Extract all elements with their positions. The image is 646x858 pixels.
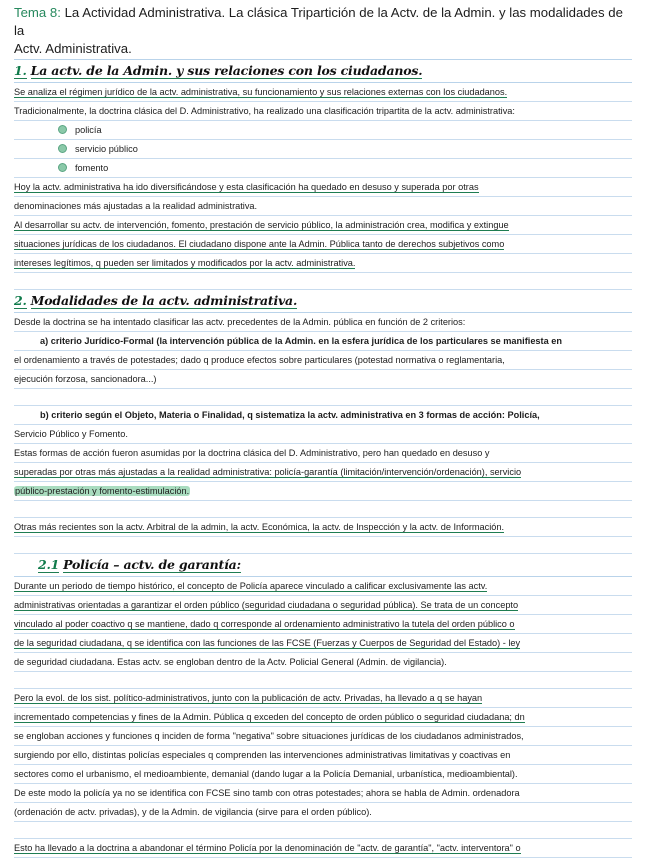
bullet-icon (58, 144, 67, 153)
paragraph-line: sectores como el urbanismo, el medioambiente, demanial (dando lugar a la Policía Demanial, urbanística, medioambiental). (14, 765, 632, 784)
criterion-a-line: a) criterio Jurídico-Formal (la intervención pública de la Admin. en la esfera jurídica de los particulares se manifiesta en (14, 332, 632, 351)
paragraph-line: situaciones jurídicas de los ciudadanos. El ciudadano dispone ante la Admin. Pública tanto de derechos subjetivos como (14, 235, 632, 254)
paragraph-line: Pero la evol. de los sist. político-administrativos, junto con la publicación de actv. Privadas, ha llevado a q se hayan (14, 689, 632, 708)
topic-number: Tema 8: (14, 5, 61, 20)
title-line-2: Actv. Administrativa. (14, 41, 132, 56)
title-line-1: La Actividad Administrativa. La clásica Tripartición de la Actv. de la Admin. y las modalidades de la (14, 5, 623, 38)
blank-line (14, 537, 632, 554)
bullet-icon (58, 125, 67, 134)
paragraph-line: Otras más recientes son la actv. Arbitral de la admin, la actv. Económica, la actv. de Inspección y la actv. de Información. (14, 518, 632, 537)
section-1-heading: 1. La actv. de la Admin. y sus relaciones con los ciudadanos. (14, 60, 632, 83)
blank-line (14, 822, 632, 839)
bullet-item: fomento (14, 159, 632, 178)
document-page (14, 4, 632, 858)
paragraph-line: surgiendo por ello, distintas policías especiales q comprenden las intervenciones administrativas limitativas y coactivas en (14, 746, 632, 765)
bullet-icon (58, 163, 67, 172)
blank-line (14, 501, 632, 518)
paragraph-line: público-prestación y fomento-estimulación. (14, 482, 632, 501)
paragraph-line: intereses legítimos, q pueden ser limitados y modificados por la actv. administrativa. (14, 254, 632, 273)
bullet-item: servicio público (14, 140, 632, 159)
paragraph-line: Al desarrollar su actv. de intervención, fomento, prestación de servicio público, la administración crea, modifica y extingue (14, 216, 632, 235)
paragraph-line: ejecución forzosa, sancionadora...) (14, 370, 632, 389)
paragraph-line: Tradicionalmente, la doctrina clásica del D. Administrativo, ha realizado una clasificación tripartita de la actv. administrativa: (14, 102, 632, 121)
section-2-heading: 2. Modalidades de la actv. administrativa. (14, 290, 632, 313)
criterion-b-line: b) criterio según el Objeto, Materia o Finalidad, q sistematiza la actv. administrativa en 3 formas de acción: Policía, (14, 406, 632, 425)
paragraph-line: de seguridad ciudadana. Estas actv. se engloban dentro de la Actv. Policial General (Admin. de vigilancia). (14, 653, 632, 672)
section-2-1-heading: 2.1 Policía – actv. de garantía: (14, 554, 632, 577)
paragraph-line: superadas por otras más ajustadas a la realidad administrativa: policía-garantía (limitación/intervención/ordenación), servicio (14, 463, 632, 482)
paragraph-line: se engloban acciones y funciones q inciden de forma "negativa" sobre situaciones jurídicas de los ciudadanos administrados, (14, 727, 632, 746)
paragraph-line: Estas formas de acción fueron asumidas por la doctrina clásica del D. Administrativo, pero han quedado en desuso y (14, 444, 632, 463)
paragraph-line: el ordenamiento a través de potestades; dado q produce efectos sobre particulares (potestad normativa o reglamentaria, (14, 351, 632, 370)
paragraph-line: Se analiza el régimen jurídico de la actv. administrativa, su funcionamiento y sus relaciones externas con los ciudadanos. (14, 83, 632, 102)
page-title (14, 4, 632, 60)
paragraph-line: vinculado al poder coactivo q se mantiene, dado q corresponde al ordenamiento administrativo la tutela del orden público o (14, 615, 632, 634)
paragraph-line: Servicio Público y Fomento. (14, 425, 632, 444)
paragraph-line: (ordenación de actv. privadas), y de la Admin. de vigilancia (sirve para el orden público). (14, 803, 632, 822)
paragraph-line: Durante un periodo de tiempo histórico, el concepto de Policía aparece vinculado a calificar exclusivamente las actv. (14, 577, 632, 596)
bullet-item: policía (14, 121, 632, 140)
paragraph-line: incrementado competencias y fines de la Admin. Pública q exceden del concepto de orden público o seguridad ciudadana; dn (14, 708, 632, 727)
paragraph-line: Hoy la actv. administrativa ha ido diversificándose y esta clasificación ha quedado en desuso y superada por otras (14, 178, 632, 197)
blank-line (14, 672, 632, 689)
paragraph-line: denominaciones más ajustadas a la realidad administrativa. (14, 197, 632, 216)
paragraph-line: Desde la doctrina se ha intentado clasificar las actv. precedentes de la Admin. pública en función de 2 criterios: (14, 313, 632, 332)
paragraph-line: administrativas orientadas a garantizar el orden público (seguridad ciudadana o seguridad pública). Se trata de un concepto (14, 596, 632, 615)
paragraph-line: De este modo la policía ya no se identifica con FCSE sino tamb con otras potestades; ahora se habla de Admin. ordenadora (14, 784, 632, 803)
blank-line (14, 273, 632, 290)
blank-line (14, 389, 632, 406)
paragraph-line: de la seguridad ciudadana, q se identifica con las funciones de las FCSE (Fuerzas y Cuerpos de Seguridad del Estado) - ley (14, 634, 632, 653)
paragraph-line: Esto ha llevado a la doctrina a abandonar el término Policía por la denominación de "actv. de garantía", "actv. interventora" o (14, 839, 632, 858)
